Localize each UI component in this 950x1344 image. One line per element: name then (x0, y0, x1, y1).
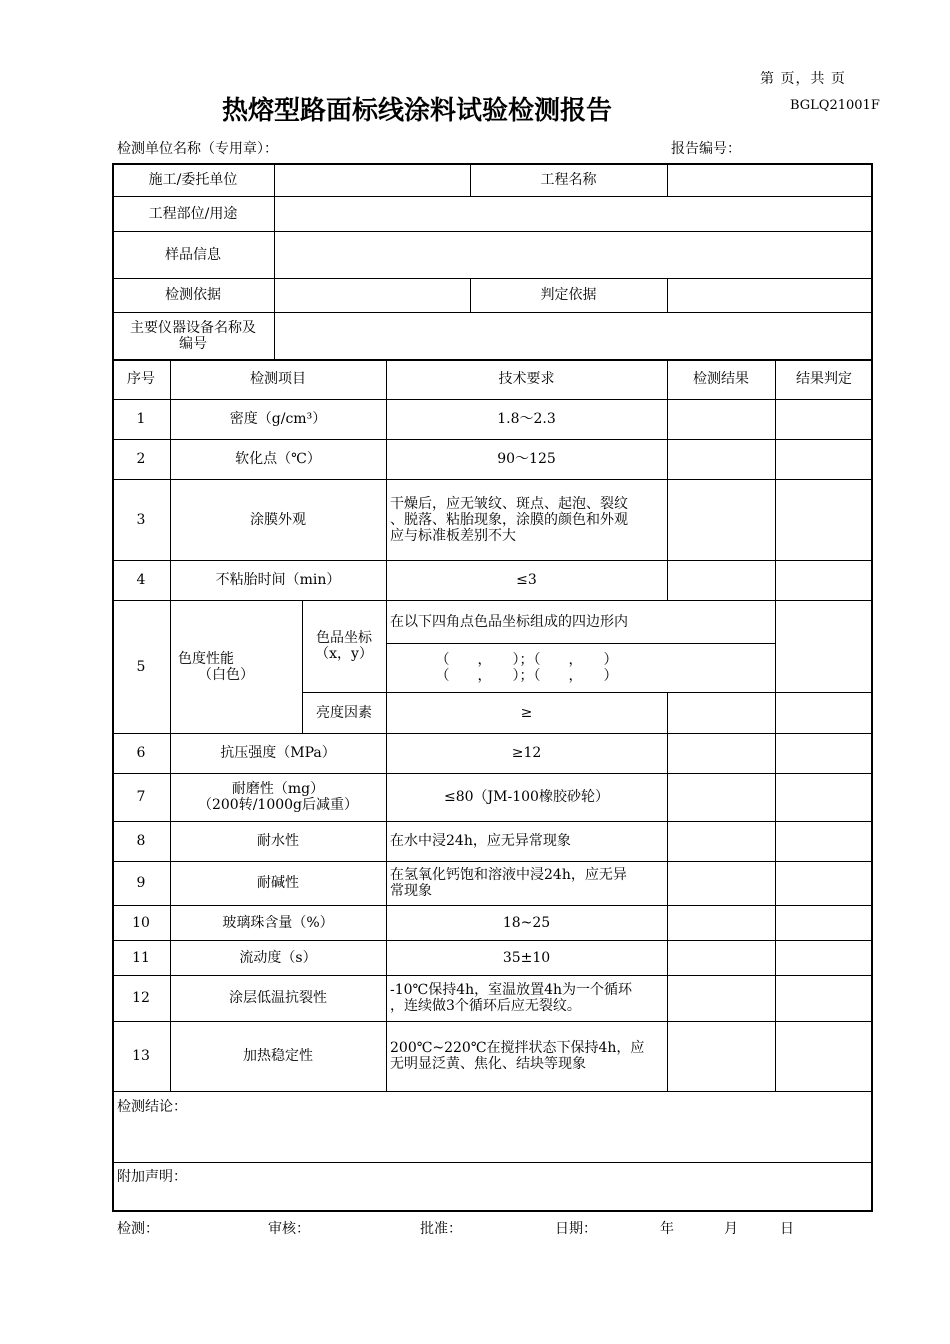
test-item: 涂层低温抗裂性 (229, 990, 327, 1006)
grid-line (112, 1091, 873, 1092)
requirement-line: 无明显泛黄、焦化、结块等现象 (390, 1056, 586, 1072)
chromaticity-label (302, 600, 386, 692)
test-item-line: （白色） (198, 666, 254, 683)
remarks-label: 附加声明： (117, 1169, 187, 1185)
requirement: 35±10 (502, 949, 551, 966)
test-item: 密度（g/cm³） (229, 411, 327, 427)
chromaticity-label-line: 色品坐标 (316, 630, 372, 646)
test-item: 耐水性 (257, 833, 299, 849)
requirement (386, 975, 667, 1021)
reviewer-label: 审核： (268, 1221, 310, 1237)
chromaticity-label-line: （x，y） (315, 646, 373, 662)
requirement-line: 、脱落、粘胎现象，涂膜的颜色和外观 (390, 511, 628, 528)
grid-line (112, 1162, 873, 1163)
requirement: ≥12 (511, 745, 542, 761)
row-number: 8 (136, 833, 146, 849)
project-name-label: 工程名称 (540, 171, 597, 188)
grid-line (775, 359, 776, 1091)
equipment-label (112, 312, 274, 359)
requirement-line: 200℃~220℃在搅拌状态下保持4h，应 (390, 1040, 645, 1056)
form-code: BGLQ21001F (790, 98, 880, 113)
report-number-label: 报告编号： (671, 141, 741, 157)
row-number: 7 (136, 789, 146, 805)
site-label: 工程部位/用途 (148, 205, 238, 222)
requirement: 90～125 (497, 451, 556, 467)
test-item: 不粘胎时间（min） (215, 572, 341, 588)
requirement-line: 在氢氧化钙饱和溶液中浸24h，应无异 (390, 867, 627, 883)
col-header-result: 检测结果 (693, 371, 749, 387)
row-number: 13 (132, 1048, 150, 1064)
judge-basis-label: 判定依据 (540, 287, 597, 303)
test-item (170, 773, 386, 821)
requirement: 18~25 (502, 914, 551, 931)
year-label: 年 (660, 1221, 674, 1237)
equipment-label-line1: 主要仪器设备名称及 (130, 319, 256, 336)
test-item: 流动度（s） (239, 949, 317, 966)
requirement-line: 干燥后，应无皱纹、斑点、起泡、裂纹 (390, 495, 628, 512)
row-number: 10 (132, 914, 150, 931)
requirement-line: 应与标准板差别不大 (390, 527, 516, 544)
coordinate-blanks: （ ， ）；（ ， ） (435, 667, 618, 684)
tester-label: 检测： (117, 1221, 159, 1237)
luminance-factor-label: 亮度因素 (316, 704, 372, 721)
report-title: 热熔型路面标线涂料试验检测报告 (222, 96, 613, 126)
requirement (386, 479, 667, 560)
row-number: 11 (132, 949, 150, 966)
testing-unit-label: 检测单位名称（专用章）： (117, 141, 278, 157)
requirement-line: 常现象 (390, 883, 432, 899)
equipment-label-line2: 编号 (179, 335, 207, 352)
requirement: ≥ (520, 704, 533, 721)
requirement: ≤80（JM-100橡胶砂轮） (444, 789, 609, 805)
requirement (386, 861, 667, 905)
test-item (170, 600, 302, 733)
grid-line (667, 163, 668, 196)
test-item: 加热稳定性 (243, 1048, 313, 1064)
row-number: 9 (136, 875, 146, 891)
test-basis-label: 检测依据 (165, 287, 221, 303)
row-number: 4 (136, 572, 146, 588)
date-label: 日期： (555, 1221, 597, 1237)
requirement-line: ，连续做3个循环后应无裂纹。 (390, 998, 581, 1014)
test-item: 耐碱性 (257, 875, 299, 891)
col-header-no: 序号 (127, 371, 155, 387)
test-item-line: 耐磨性（mg） (231, 781, 325, 797)
requirement-line: -10℃保持4h，室温放置4h为一个循环 (390, 982, 633, 998)
coordinate-blanks: （ ， ）；（ ， ） (435, 651, 618, 668)
test-item: 涂膜外观 (250, 511, 306, 528)
client-label: 施工/委托单位 (148, 171, 238, 188)
test-item: 玻璃珠含量（%） (222, 914, 334, 931)
requirement (386, 643, 667, 692)
approver-label: 批准： (420, 1221, 462, 1237)
requirement: 在以下四角点色品坐标组成的四边形内 (390, 613, 628, 630)
test-item-line: （200转/1000g后减重） (197, 797, 359, 813)
requirement: ≤3 (516, 572, 537, 588)
requirement (386, 1021, 667, 1091)
day-label: 日 (780, 1221, 794, 1237)
grid-line (667, 278, 668, 312)
grid-line (667, 692, 668, 1091)
row-number: 1 (136, 411, 146, 427)
month-label: 月 (724, 1221, 738, 1237)
row-number: 6 (136, 745, 146, 761)
page-number-info: 第 页，共 页 (760, 71, 846, 87)
requirement: 在水中浸24h，应无异常现象 (390, 833, 571, 849)
row-number: 12 (132, 990, 150, 1006)
test-item: 抗压强度（MPa） (220, 745, 336, 761)
sample-info-label: 样品信息 (165, 246, 221, 263)
grid-line (274, 163, 275, 359)
col-header-judgement: 结果判定 (796, 371, 852, 387)
requirement: 1.8～2.3 (497, 411, 556, 427)
row-number: 5 (136, 658, 146, 675)
row-number: 2 (136, 451, 146, 467)
col-header-requirement: 技术要求 (498, 371, 555, 387)
col-header-item: 检测项目 (250, 371, 306, 387)
row-number: 3 (136, 511, 146, 528)
conclusion-label: 检测结论： (117, 1099, 187, 1115)
test-item-line: 色度性能 (178, 650, 234, 667)
test-item: 软化点（℃） (235, 451, 321, 467)
